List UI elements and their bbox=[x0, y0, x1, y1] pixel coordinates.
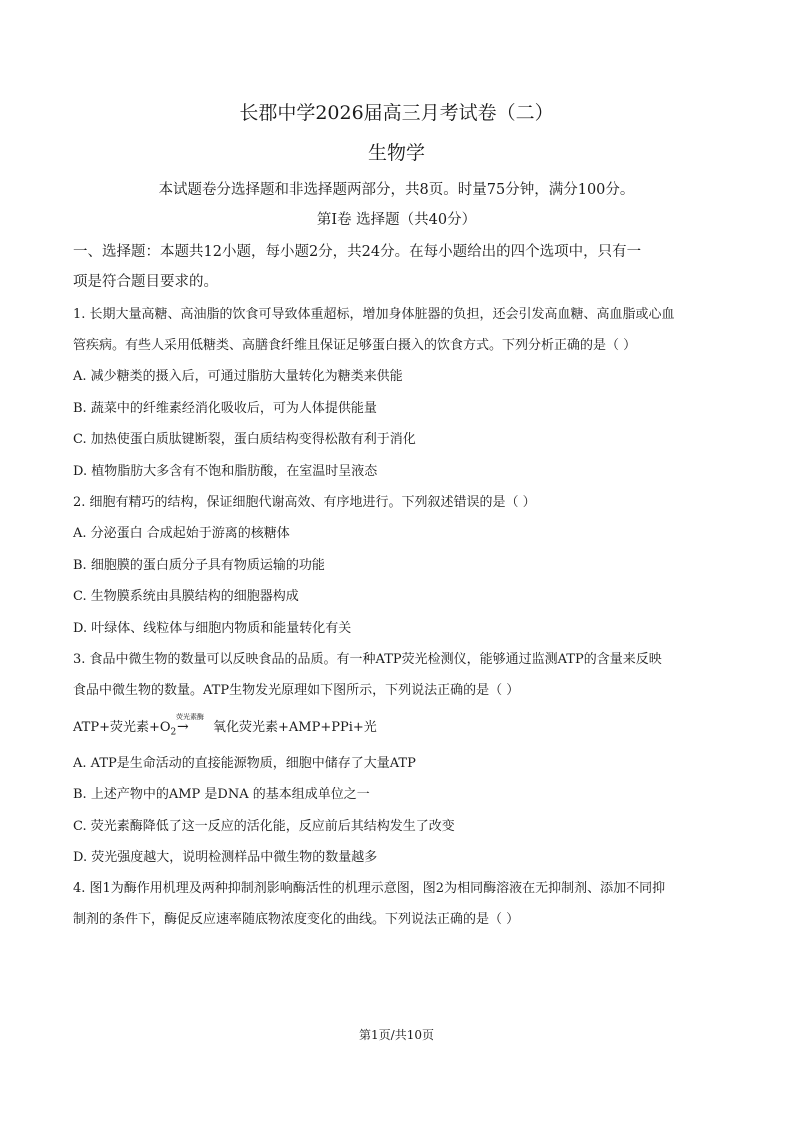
part-heading: 第I卷 选择题（共40分） bbox=[316, 212, 477, 228]
section-instruction-line2: 项是符合题目要求的。 bbox=[73, 274, 218, 290]
q2-option-d: D. 叶绿体、线粒体与细胞内物质和能量转化有关 bbox=[73, 621, 352, 636]
q1-option-a: A. 减少糖类的摄入后，可通过脂肪大量转化为糖类来供能 bbox=[73, 369, 403, 384]
q3-option-c: C. 荧光素酶降低了这一反应的活化能，反应前后其结构发生了改变 bbox=[73, 819, 455, 834]
reaction-reactants: ATP+荧光素$+O_2$ bbox=[73, 720, 177, 738]
q1-stem-line2: 管疾病。有些人采用低糖类、高膳食纤维且保证足够蛋白摄入的饮食方式。下列分析正确的是（ ） bbox=[73, 338, 637, 353]
exam-intro: 本试题卷分选择题和非选择题两部分，共8页。时量75分钟，满分100分。 bbox=[158, 182, 635, 198]
q3-option-a: A. ATP是生命活动的直接能源物质，细胞中储存了大量ATP bbox=[73, 756, 416, 771]
page-number: 第1页/共10页 bbox=[359, 1028, 434, 1042]
q2-option-a: A. 分泌蛋白 合成起始于游离的核糖体 bbox=[73, 526, 290, 541]
reaction-arrow-icon: → bbox=[177, 719, 189, 735]
q1-option-c: C. 加热使蛋白质肽键断裂，蛋白质结构变得松散有利于消化 bbox=[73, 432, 416, 447]
q1-option-d: D. 植物脂肪大多含有不饱和脂肪酸，在室温时呈液态 bbox=[73, 464, 378, 479]
section-instruction-line1: 一、选择题：本题共12小题，每小题2分，共24分。在每小题给出的四个选项中，只有一 bbox=[73, 244, 642, 260]
reaction-products: 氧化荧光素+AMP+PPi+光 bbox=[213, 720, 377, 735]
q4-stem-line1: 4. 图1为酶作用机理及两种抑制剂影响酶活性的机理示意图，图2为相同酶溶液在无抑制剂、添加不同抑 bbox=[73, 881, 666, 896]
q3-stem-line2: 食品中微生物的数量。ATP生物发光原理如下图所示，下列说法正确的是（ ） bbox=[73, 683, 520, 698]
exam-title: 长郡中学2026届高三月考试卷（二） bbox=[239, 102, 554, 124]
subject-title: 生物学 bbox=[367, 142, 425, 164]
q4-stem-line2: 制剂的条件下，酶促反应速率随底物浓度变化的曲线。下列说法正确的是（ ） bbox=[73, 912, 520, 927]
reaction-catalyst: 荧光素酶 bbox=[176, 713, 204, 721]
q3-option-d: D. 荧光强度越大，说明检测样品中微生物的数量越多 bbox=[73, 850, 378, 865]
q2-option-c: C. 生物膜系统由具膜结构的细胞器构成 bbox=[73, 589, 299, 604]
q1-option-b: B. 蔬菜中的纤维素经消化吸收后，可为人体提供能量 bbox=[73, 401, 377, 416]
q3-stem-line1: 3. 食品中微生物的数量可以反映食品的品质。有一种ATP荧光检测仪，能够通过监测ATP的含量来反映 bbox=[73, 652, 662, 667]
q2-option-b: B. 细胞膜的蛋白质分子具有物质运输的功能 bbox=[73, 558, 325, 573]
q2-stem: 2. 细胞有精巧的结构，保证细胞代谢高效、有序地进行。下列叙述错误的是（ ） bbox=[73, 495, 536, 510]
q3-option-b: B. 上述产物中的AMP 是DNA 的基本组成单位之一 bbox=[73, 787, 370, 802]
q1-stem-line1: 1. 长期大量高糖、高油脂的饮食可导致体重超标，增加身体脏器的负担，还会引发高血糖、高血脂或心血 bbox=[73, 307, 675, 322]
